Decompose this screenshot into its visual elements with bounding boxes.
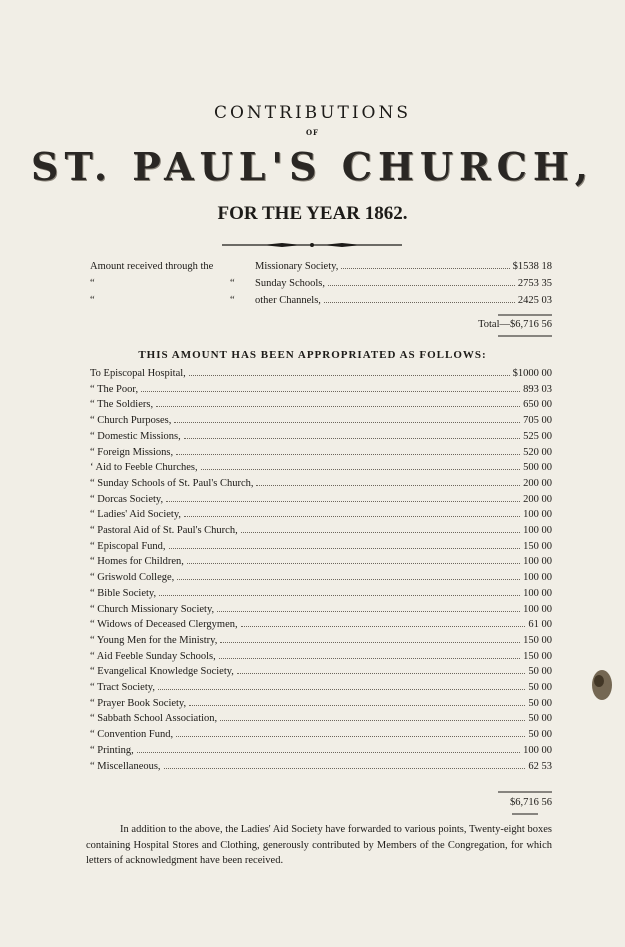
appropriation-amount: 150 00 [523, 650, 552, 662]
appropriation-row [90, 572, 552, 587]
appropriation-row [90, 556, 552, 571]
heading-church-name: ST. PAUL'S CHURCH, [31, 144, 594, 189]
appropriation-row [90, 588, 552, 603]
appropriation-amount: 200 00 [523, 493, 552, 505]
leader-dots [176, 454, 520, 455]
leader-dots [141, 391, 520, 392]
appropriation-row [90, 666, 552, 681]
heading-year: FOR THE YEAR 1862. [217, 203, 408, 224]
appropriation-amount: 100 00 [523, 556, 552, 568]
appropriation-label: “ Aid Feeble Sunday Schools, [90, 650, 216, 662]
appropriation-row [90, 494, 552, 509]
appropriation-amount: 62 53 [528, 760, 552, 772]
appropriation-row [90, 368, 552, 383]
leader-dots [177, 579, 520, 580]
appropriation-row [90, 399, 552, 414]
appropriation-row [90, 729, 552, 744]
appropriation-row [90, 619, 552, 634]
appropriation-label: “ Convention Fund, [90, 729, 174, 741]
leader-dots [219, 658, 520, 659]
leader-dots [220, 720, 525, 721]
income-amount: 2425 03 [517, 295, 552, 306]
appropriation-row [90, 635, 552, 650]
appropriation-amount: 100 00 [523, 587, 552, 599]
appropriation-amount: 893 03 [523, 383, 552, 395]
leader-dots [217, 611, 520, 612]
leader-dots [328, 285, 515, 286]
appropriation-amount: 500 00 [523, 462, 552, 474]
appropriation-label: “ Episcopal Fund, [90, 540, 166, 552]
leader-dots [237, 673, 525, 674]
income-amount: $1538 18 [512, 261, 552, 272]
appropriation-row [90, 651, 552, 666]
leader-dots [341, 268, 509, 269]
appropriation-label: “ Prayer Book Society, [90, 697, 187, 709]
appropriation-amount: 150 00 [523, 634, 552, 646]
appropriation-label: “ Bible Society, [90, 587, 157, 599]
income-label: Sunday Schools, [255, 278, 326, 289]
leader-dots [174, 422, 520, 423]
appropriation-amount: 200 00 [523, 477, 552, 489]
leader-dots [166, 501, 520, 502]
appropriation-amount: 100 00 [523, 572, 552, 584]
appropriation-row [90, 682, 552, 697]
leader-dots [241, 626, 526, 627]
leader-dots [324, 302, 515, 303]
ladies-aid-note: In addition to the above, the Ladies' Aid Society have forwarded to various points, Twenty-eight boxes containing Hospital Stores and Clothing, generously contributed by Members of the Congregation, for which letters of acknowledgment have been received. [86, 824, 552, 866]
appropriation-row [90, 525, 552, 540]
income-total: Total—$6,716 56 [478, 319, 552, 330]
appropriation-amount: 520 00 [523, 446, 552, 458]
appropriation-label: To Episcopal Hospital, [90, 368, 186, 379]
income-label: Missionary Society, [255, 261, 339, 272]
appropriation-row [90, 745, 552, 760]
appropriation-amount: 50 00 [528, 729, 552, 741]
income-label: other Channels, [255, 295, 321, 306]
appropriation-row [90, 541, 552, 556]
appropriation-label: “ Evangelical Knowledge Society, [90, 666, 234, 678]
heading-of: OF [305, 128, 320, 137]
income-row [90, 278, 552, 293]
grand-total-underline [512, 813, 538, 815]
appropriation-amount: 50 00 [528, 713, 552, 725]
appropriation-amount: 705 00 [523, 415, 552, 427]
appropriation-label: “ Miscellaneous, [90, 760, 161, 772]
appropriation-row [90, 713, 552, 728]
income-source-prefix: Amount received through the [90, 261, 214, 272]
appropriation-label: “ Printing, [90, 744, 134, 756]
appropriation-amount: 100 00 [523, 525, 552, 536]
appropriation-row [90, 478, 552, 493]
appropriation-row [90, 761, 552, 776]
appropriation-row [90, 698, 552, 713]
leader-dots [241, 532, 520, 533]
appropriation-row [90, 462, 552, 477]
appropriation-amount: 650 00 [523, 399, 552, 411]
appropriation-amount: 525 00 [523, 430, 552, 442]
leader-dots [187, 563, 520, 564]
leader-dots [169, 548, 521, 549]
appropriation-amount: 50 00 [528, 666, 552, 678]
income-amount: 2753 35 [517, 278, 552, 289]
appropriation-row [90, 431, 552, 446]
total-underline [498, 335, 552, 337]
ornamental-rule [222, 240, 402, 250]
grand-total-rule [498, 791, 552, 793]
appropriation-row [90, 604, 552, 619]
income-row [90, 295, 552, 310]
income-source-prefix: “ [90, 295, 95, 306]
income-source-ditto: “ [230, 295, 235, 306]
appropriation-amount: 100 00 [523, 744, 552, 756]
appropriation-row [90, 447, 552, 462]
appropriation-label: “ Domestic Missions, [90, 430, 181, 442]
leader-dots [137, 752, 520, 753]
appropriation-amount: 100 00 [523, 509, 552, 521]
appropriation-amount: 150 00 [523, 540, 552, 552]
grand-total: $6,716 56 [510, 797, 552, 808]
appropriation-label: “ Tract Society, [90, 682, 155, 693]
income-source-prefix: “ [90, 278, 95, 289]
appropriation-label: “ The Poor, [90, 383, 139, 395]
leader-dots [164, 768, 526, 769]
leader-dots [189, 375, 510, 376]
appropriation-label: “ The Soldiers, [90, 399, 154, 411]
appropriation-label: “ Church Missionary Society, [90, 603, 215, 615]
total-rule [498, 314, 552, 316]
appropriation-label: “ Dorcas Society, [90, 493, 164, 505]
appropriation-row [90, 415, 552, 430]
leader-dots [184, 516, 520, 517]
appropriation-label: “ Widows of Deceased Clergymen, [90, 619, 238, 631]
appropriation-row [90, 384, 552, 399]
appropriation-label: “ Young Men for the Ministry, [90, 634, 218, 646]
ink-stain [588, 664, 616, 706]
leader-dots [184, 438, 520, 439]
leader-dots [256, 485, 520, 486]
leader-dots [220, 642, 520, 643]
income-source-ditto: “ [230, 278, 235, 289]
appropriation-amount: 100 00 [523, 603, 552, 615]
leader-dots [158, 689, 525, 690]
leader-dots [176, 736, 525, 737]
appropriation-label: “ Sunday Schools of St. Paul's Church, [90, 477, 254, 489]
appropriation-amount: 61 00 [528, 619, 552, 631]
income-row [90, 261, 552, 276]
appropriation-label: “ Foreign Missions, [90, 446, 174, 458]
appropriation-amount: $1000 00 [512, 368, 552, 379]
appropriation-label: “ Sabbath School Association, [90, 713, 218, 725]
appropriation-label: “ Church Purposes, [90, 415, 172, 427]
appropriation-amount: 50 00 [528, 697, 552, 709]
appropriation-heading: THIS AMOUNT HAS BEEN APPROPRIATED AS FOLLOWS: [138, 349, 487, 361]
leader-dots [189, 705, 525, 706]
appropriation-label: “ Pastoral Aid of St. Paul's Church, [90, 525, 238, 536]
appropriation-label: “ Homes for Children, [90, 556, 184, 568]
appropriation-row [90, 509, 552, 524]
appropriation-label: “ Ladies' Aid Society, [90, 509, 182, 521]
leader-dots [159, 595, 520, 596]
leader-dots [201, 469, 521, 470]
appropriation-label: ‘ Aid to Feeble Churches, [90, 462, 198, 474]
leader-dots [156, 406, 520, 407]
appropriation-label: “ Griswold College, [90, 572, 175, 584]
appropriation-amount: 50 00 [528, 682, 552, 693]
heading-contributions: CONTRIBUTIONS [213, 103, 411, 123]
